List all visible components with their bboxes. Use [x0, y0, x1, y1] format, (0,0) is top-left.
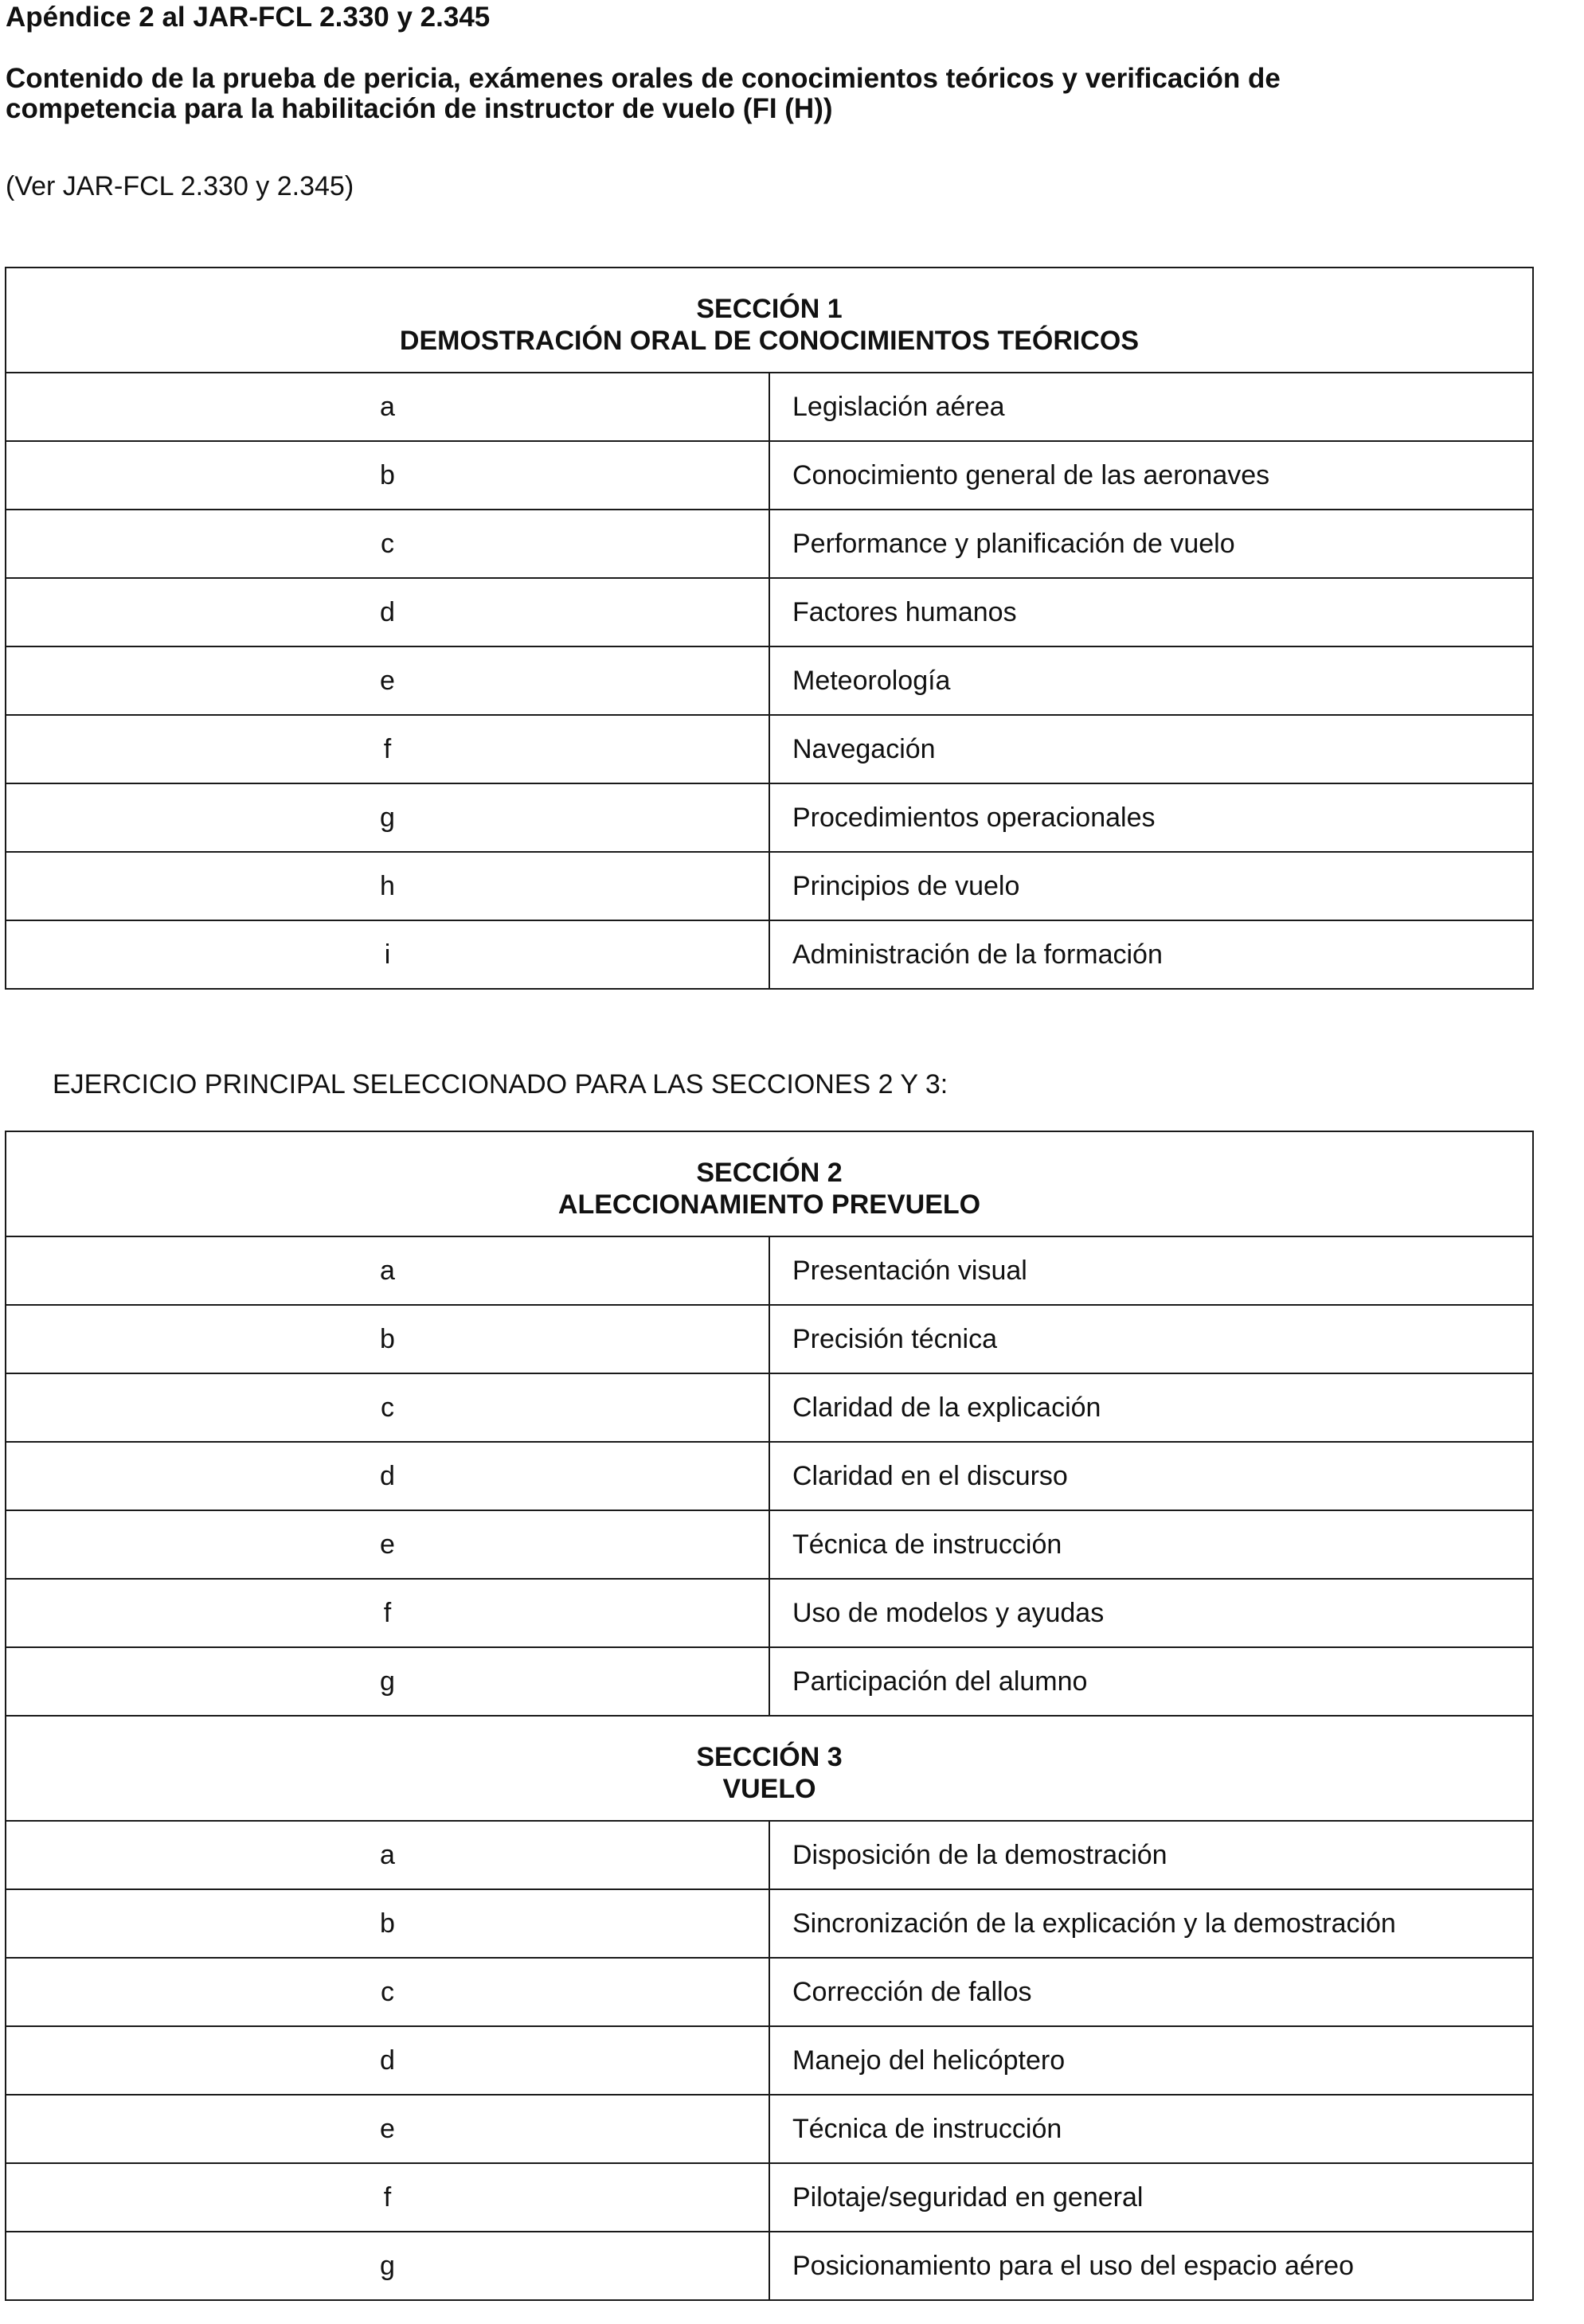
item-letter: d: [6, 2026, 769, 2095]
sections-2-3-table: [5, 1131, 1534, 2301]
item-description: Performance y planificación de vuelo: [769, 510, 1533, 578]
item-letter: c: [6, 1373, 769, 1442]
table-row: [6, 783, 1533, 852]
item-description: Sincronización de la explicación y la demostración: [769, 1889, 1533, 1958]
section-header-row: [6, 268, 1533, 373]
table-row: [6, 1889, 1533, 1958]
table-row: [6, 1305, 1533, 1373]
item-description: Técnica de instrucción: [769, 2095, 1533, 2163]
item-letter: b: [6, 1305, 769, 1373]
item-description: Corrección de fallos: [769, 1958, 1533, 2026]
item-description: Legislación aérea: [769, 373, 1533, 441]
table-row: [6, 373, 1533, 441]
table-row: [6, 2026, 1533, 2095]
item-letter: b: [6, 441, 769, 510]
table-row: [6, 510, 1533, 578]
section-header: [6, 1131, 1533, 1236]
subject-line-1: Contenido de la prueba de pericia, exámenes orales de conocimientos teóricos y verificación de: [6, 63, 1281, 94]
item-letter: g: [6, 1647, 769, 1716]
section-header: [6, 1716, 1533, 1821]
table-row: [6, 1236, 1533, 1305]
item-letter: c: [6, 510, 769, 578]
section-header: [6, 268, 1533, 373]
section-title: SECCIÓN 1: [696, 294, 843, 324]
item-letter: f: [6, 2163, 769, 2232]
table-row: [6, 2163, 1533, 2232]
item-letter: a: [6, 373, 769, 441]
item-letter: e: [6, 1510, 769, 1579]
section-header-row: [6, 1716, 1533, 1821]
table-row: [6, 2095, 1533, 2163]
table-row: [6, 852, 1533, 920]
section-title: SECCIÓN 3: [696, 1742, 843, 1772]
item-letter: f: [6, 715, 769, 783]
item-description: Procedimientos operacionales: [769, 783, 1533, 852]
item-letter: g: [6, 2232, 769, 2300]
item-letter: a: [6, 1821, 769, 1889]
item-description: Disposición de la demostración: [769, 1821, 1533, 1889]
item-letter: e: [6, 2095, 769, 2163]
table-row: [6, 2232, 1533, 2300]
subject-heading: [6, 64, 1574, 124]
item-description: Pilotaje/seguridad en general: [769, 2163, 1533, 2232]
item-description: Participación del alumno: [769, 1647, 1533, 1716]
section-subtitle: VUELO: [722, 1774, 816, 1804]
item-description: Meteorología: [769, 646, 1533, 715]
item-description: Administración de la formación: [769, 920, 1533, 989]
section-subtitle: DEMOSTRACIÓN ORAL DE CONOCIMIENTOS TEÓRICOS: [399, 326, 1140, 356]
item-description: Manejo del helicóptero: [769, 2026, 1533, 2095]
item-letter: a: [6, 1236, 769, 1305]
item-description: Claridad de la explicación: [769, 1373, 1533, 1442]
item-description: Claridad en el discurso: [769, 1442, 1533, 1510]
item-letter: b: [6, 1889, 769, 1958]
selection-note: EJERCICIO PRINCIPAL SELECCIONADO PARA LAS SECCIONES 2 Y 3:: [53, 1069, 948, 1100]
item-description: Presentación visual: [769, 1236, 1533, 1305]
item-description: Posicionamiento para el uso del espacio aéreo: [769, 2232, 1533, 2300]
item-letter: g: [6, 783, 769, 852]
table-row: [6, 1510, 1533, 1579]
item-description: Conocimiento general de las aeronaves: [769, 441, 1533, 510]
item-description: Uso de modelos y ayudas: [769, 1579, 1533, 1647]
item-letter: f: [6, 1579, 769, 1647]
table-row: [6, 920, 1533, 989]
item-letter: h: [6, 852, 769, 920]
item-description: Técnica de instrucción: [769, 1510, 1533, 1579]
table-row: [6, 1442, 1533, 1510]
reference-note: (Ver JAR-FCL 2.330 y 2.345): [6, 171, 354, 201]
item-letter: e: [6, 646, 769, 715]
table-row: [6, 578, 1533, 646]
table-row: [6, 1647, 1533, 1716]
subject-line-2: competencia para la habilitación de instructor de vuelo (FI (H)): [6, 93, 833, 124]
item-description: Navegación: [769, 715, 1533, 783]
section-header-row: [6, 1131, 1533, 1236]
section-subtitle: ALECCIONAMIENTO PREVUELO: [557, 1189, 981, 1220]
table-row: [6, 1373, 1533, 1442]
item-letter: d: [6, 578, 769, 646]
item-description: Precisión técnica: [769, 1305, 1533, 1373]
section-1-table: [5, 267, 1534, 990]
item-description: Principios de vuelo: [769, 852, 1533, 920]
section-title: SECCIÓN 2: [696, 1158, 843, 1188]
appendix-title: Apéndice 2 al JAR-FCL 2.330 y 2.345: [6, 2, 491, 33]
table-row: [6, 1579, 1533, 1647]
item-letter: c: [6, 1958, 769, 2026]
item-description: Factores humanos: [769, 578, 1533, 646]
table-row: [6, 1821, 1533, 1889]
table-row: [6, 646, 1533, 715]
table-row: [6, 715, 1533, 783]
item-letter: d: [6, 1442, 769, 1510]
table-row: [6, 441, 1533, 510]
table-row: [6, 1958, 1533, 2026]
item-letter: i: [6, 920, 769, 989]
